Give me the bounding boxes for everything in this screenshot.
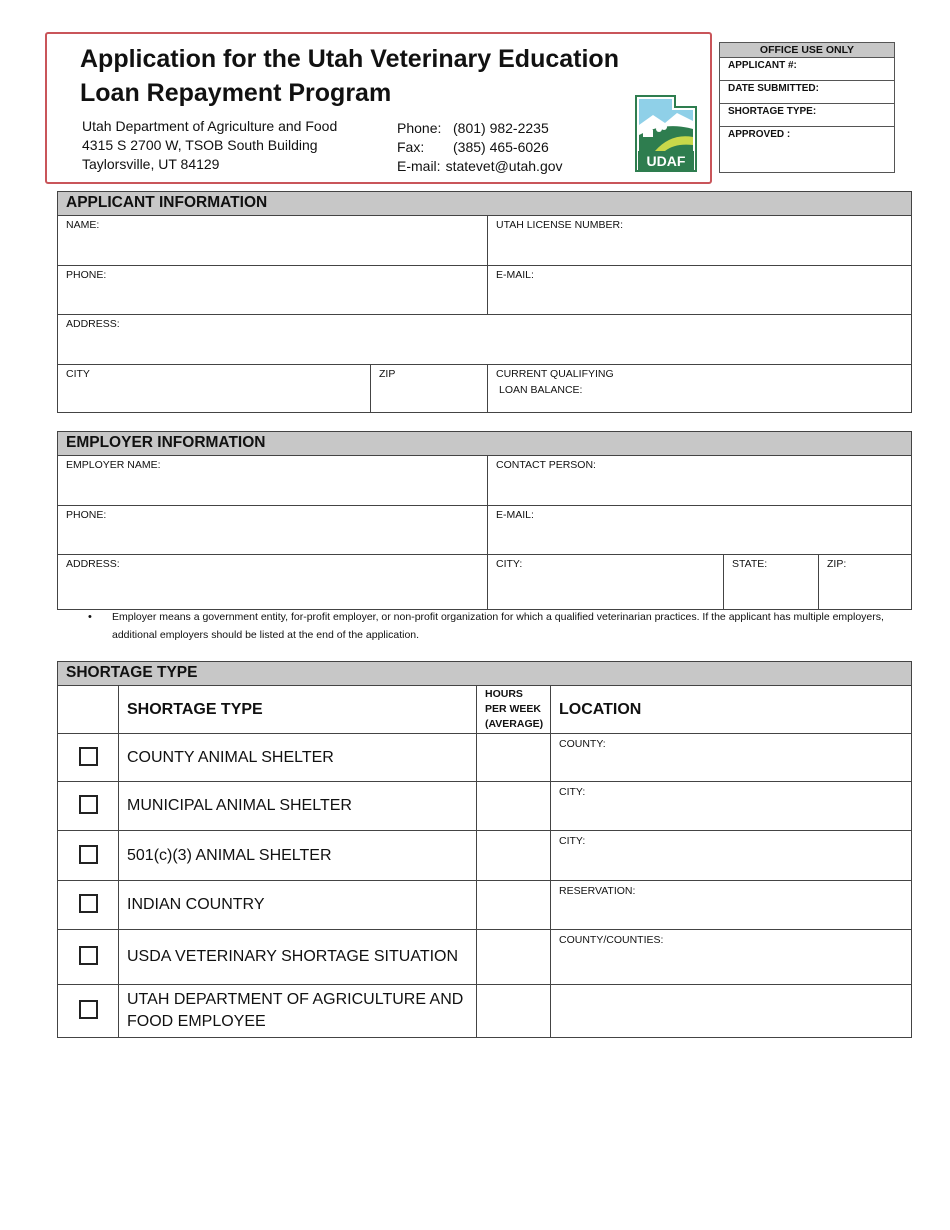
location-field[interactable]: [551, 985, 912, 1038]
utah-license-field[interactable]: UTAH LICENSE NUMBER:: [488, 216, 912, 266]
hours-column-header: [477, 686, 551, 734]
location-field[interactable]: COUNTY:: [551, 734, 912, 782]
shortage-type-name: UTAH DEPARTMENT OF AGRICULTURE AND FOOD EMPLOYEE: [119, 985, 477, 1038]
phone-row: [397, 119, 563, 138]
phone-label: Phone:: [397, 120, 442, 136]
location-column-header: LOCATION: [551, 686, 912, 734]
address-line-2: 4315 S 2700 W, TSOB South Building: [82, 137, 318, 153]
email-value[interactable]: statevet@utah.gov: [445, 158, 563, 174]
shortage-type-name: 501(c)(3) ANIMAL SHELTER: [119, 831, 477, 881]
location-field[interactable]: CITY:: [551, 831, 912, 881]
employer-note-text: Employer means a government entity, for-profit employer, or non-profit organization for which a qualified veterinarian practices. If the applicant has multiple employers, additional employers should be listed at the end of the application.: [112, 611, 884, 641]
applicant-address-field[interactable]: ADDRESS:: [58, 315, 912, 365]
office-shortage-type[interactable]: SHORTAGE TYPE:: [720, 104, 895, 127]
employer-city-field[interactable]: CITY:: [488, 555, 724, 610]
table-row: [58, 881, 912, 930]
office-use-table: [719, 42, 895, 173]
shortage-type-name: INDIAN COUNTRY: [119, 881, 477, 930]
office-approved[interactable]: APPROVED :: [720, 127, 895, 173]
applicant-information-section: [57, 191, 912, 413]
location-field[interactable]: CITY:: [551, 782, 912, 831]
title-line-2: Loan Repayment Program: [80, 79, 392, 107]
checkbox-cell: [58, 985, 119, 1038]
page-title: [80, 42, 680, 110]
checkbox-cell: [58, 881, 119, 930]
office-use-title: OFFICE USE ONLY: [720, 43, 895, 58]
table-row: [58, 734, 912, 782]
applicant-name-field[interactable]: NAME:: [58, 216, 488, 266]
applicant-heading: APPLICANT INFORMATION: [58, 192, 912, 216]
hours-per-week-field[interactable]: [477, 734, 551, 782]
address-line-1: Utah Department of Agriculture and Food: [82, 118, 338, 134]
hours-per-week-field[interactable]: [477, 831, 551, 881]
shortage-heading: SHORTAGE TYPE: [58, 662, 912, 686]
employer-state-field[interactable]: STATE:: [724, 555, 819, 610]
applicant-zip-field[interactable]: ZIP: [371, 365, 488, 413]
municipal-shelter-checkbox[interactable]: [79, 795, 98, 814]
hours-header-line-1: HOURS: [485, 688, 523, 700]
hours-per-week-field[interactable]: [477, 782, 551, 831]
fax-label: Fax:: [397, 139, 425, 155]
logo-text: UDAF: [646, 153, 686, 169]
hours-header-line-3: (AVERAGE): [485, 718, 544, 730]
applicant-city-field[interactable]: CITY: [58, 365, 371, 413]
employer-name-field[interactable]: EMPLOYER NAME:: [58, 456, 488, 506]
hours-header-line-2: PER WEEK: [485, 703, 542, 715]
shortage-type-column-header: SHORTAGE TYPE: [119, 686, 477, 734]
employer-note: [88, 608, 888, 644]
office-applicant-number[interactable]: APPLICANT #:: [720, 58, 895, 81]
fax-value: (385) 465-6026: [453, 139, 549, 155]
udaf-logo-icon: [635, 95, 697, 172]
table-row: [58, 782, 912, 831]
applicant-email-field[interactable]: E-MAIL:: [488, 266, 912, 315]
shortage-type-name: MUNICIPAL ANIMAL SHELTER: [119, 782, 477, 831]
shortage-type-section: [57, 661, 912, 1038]
email-row: [397, 157, 563, 176]
checkbox-cell: [58, 831, 119, 881]
hours-per-week-field[interactable]: [477, 881, 551, 930]
loan-balance-field[interactable]: [488, 365, 912, 413]
checkbox-cell: [58, 734, 119, 782]
bullet-icon: •: [88, 611, 92, 623]
county-shelter-checkbox[interactable]: [79, 747, 98, 766]
employer-address-field[interactable]: ADDRESS:: [58, 555, 488, 610]
employer-heading: EMPLOYER INFORMATION: [58, 432, 912, 456]
title-line-1: Application for the Utah Veterinary Education: [80, 45, 619, 73]
contact-person-field[interactable]: CONTACT PERSON:: [488, 456, 912, 506]
location-field[interactable]: RESERVATION:: [551, 881, 912, 930]
fax-row: [397, 138, 563, 157]
indian-country-checkbox[interactable]: [79, 894, 98, 913]
office-date-submitted[interactable]: DATE SUBMITTED:: [720, 81, 895, 104]
agency-contact: [397, 119, 563, 176]
employer-email-field[interactable]: E-MAIL:: [488, 506, 912, 555]
loan-balance-label-2: LOAN BALANCE:: [499, 384, 583, 396]
nonprofit-shelter-checkbox[interactable]: [79, 845, 98, 864]
checkbox-column-header: [58, 686, 119, 734]
udaf-employee-checkbox[interactable]: [79, 1000, 98, 1019]
employer-phone-field[interactable]: PHONE:: [58, 506, 488, 555]
usda-shortage-checkbox[interactable]: [79, 946, 98, 965]
phone-value: (801) 982-2235: [453, 120, 549, 136]
shortage-type-name: USDA VETERINARY SHORTAGE SITUATION: [119, 930, 477, 985]
agency-address: [82, 117, 337, 174]
table-row: [58, 930, 912, 985]
loan-balance-label-1: CURRENT QUALIFYING: [496, 368, 614, 380]
employer-zip-field[interactable]: ZIP:: [819, 555, 912, 610]
applicant-phone-field[interactable]: PHONE:: [58, 266, 488, 315]
checkbox-cell: [58, 782, 119, 831]
shortage-type-name: COUNTY ANIMAL SHELTER: [119, 734, 477, 782]
employer-information-section: [57, 431, 912, 610]
email-label: E-mail:: [397, 158, 441, 174]
table-row: [58, 831, 912, 881]
checkbox-cell: [58, 930, 119, 985]
hours-per-week-field[interactable]: [477, 930, 551, 985]
hours-per-week-field[interactable]: [477, 985, 551, 1038]
location-field[interactable]: COUNTY/COUNTIES:: [551, 930, 912, 985]
table-row: [58, 985, 912, 1038]
address-line-3: Taylorsville, UT 84129: [82, 156, 220, 172]
